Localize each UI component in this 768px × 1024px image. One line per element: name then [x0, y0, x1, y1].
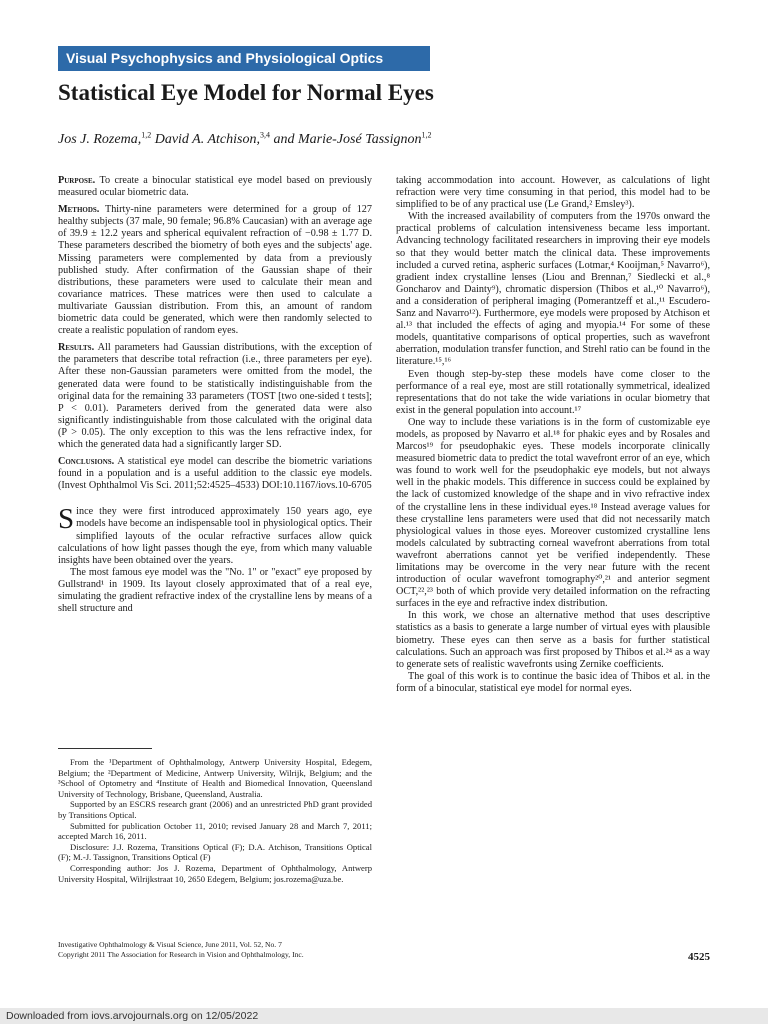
section-banner: Visual Psychophysics and Physiological Optics [58, 46, 430, 71]
abstract-results: Results. All parameters had Gaussian distributions, with the exception of the parameters that describe total refraction (i.e., three parameters per eye). After these non-Gaussian parameters were omitted from the model, the generated data were found to be statistically indistinguishable from the original data for the remaining 33 parameters (TOST [two one-sided t tests]; P < 0.01). Parameters derived from the generated data were also significantly indistinguishable from those calculated with the original data (P > 0.05). The only exception to this was the lens refractive index, for which the generated data had a significantly larger SD. [58, 342, 372, 450]
intro-paragraph-2: The most famous eye model was the "No. 1" or "exact" eye proposed by Gullstrand¹ in 1909. Its layout closely approximated that of a real eye, simulating the gradient refractive index of the crystalline lens by means of a shell structure and [58, 566, 372, 615]
author-2: David A. Atchison,$^{3,4}$ [154, 130, 270, 147]
footnote-correspondence: Corresponding author: Jos J. Rozema, Department of Ophthalmology, Antwerp University Hospital, Wilrijkstraat 10, 2650 Edegem, Belgium; jos.rozema@uza.be. [58, 862, 372, 884]
page-number: 4525 [688, 951, 710, 963]
footnote-dates: Submitted for publication October 11, 2010; revised January 28 and March 7, 2011; accepted March 16, 2011. [58, 820, 372, 842]
left-column [58, 175, 372, 615]
footnote-divider [58, 748, 152, 749]
body-paragraph: With the increased availability of computers from the 1970s onward the practical problems of calculation intensiveness became less important. Advancing technology facilitated researchers in improving their eye models so that they would better match the clinical data. These improvements included a curved retina, aspheric surfaces (Lotmar,⁴ Kooijman,⁵ Navarro⁶), gradient index crystalline lenses (Liou and Brennan,⁷ Siedlecki et al.,⁸ Goncharov and Dainty⁹), chromatic dispersion (Thibos et al.,¹⁰ Navarro⁶), and a consideration of peripheral imaging (Pomerantzeff et al.,¹¹ Escudero-Sanz and Navarro¹²). Furthermore, eye models were proposed by Atchison et al.¹³ that included the effects of aging and myopia.¹⁴ For some of these models, quantitative comparisons of optical properties, such as wavefront aberration, modulation transfer function, and Strehl ratio can be found in the literature.¹⁵,¹⁶ [396, 211, 710, 368]
footnotes [58, 757, 372, 884]
body-paragraph: taking accommodation into account. However, as calculations of light refraction were very time consuming in that period, this model had to be simplified to be of any practical use (Le Grand,² Emsley³). [396, 175, 710, 211]
footnote-affiliations: From the ¹Department of Ophthalmology, Antwerp University Hospital, Edegem, Belgium; the ²Department of Medicine, Antwerp University, Wilrijk, Belgium; and the ³School of Optometry and ⁴Institute of Health and Biomedical Innovation, Queensland University of Technology, Brisbane, Queensland, Australia. [58, 757, 372, 799]
body-paragraph: In this work, we chose an alternative method that uses descriptive statistics as a basis to generate a large number of virtual eyes with plausible biometry. These eyes can then serve as a basis for further statistical calculations. Such an approach was first proposed by Thibos et al.²⁴ as a way to generate sets of realistic wavefronts using Zernike coefficients. [396, 610, 710, 670]
journal-line: Investigative Ophthalmology & Visual Science, June 2011, Vol. 52, No. 7 [58, 940, 282, 949]
body-paragraph: The goal of this work is to continue the basic idea of Thibos et al. in the form of a binocular, statistical eye model for normal eyes. [396, 670, 710, 694]
author-1: Jos J. Rozema,$^{1,2}$ [58, 130, 152, 147]
abstract-methods: Methods. Thirty-nine parameters were determined for a group of 127 healthy subjects (37 male, 90 female; 96.8% Caucasian) with an average age of 39.9 ± 12.2 years and spherical equivalent refraction of −0.98 ± 1.77 D. These parameters described the biometry of both eyes and the subjects' age. Missing parameters were complemented by data from a previously published study. After confirmation of the Gaussian shape of their distributions, these parameters were used to calculate their mean and covariance matrices. These matrices were then used to calculate a multivariate Gaussian distribution. From this, an amount of random biometric data could be generated, which were then randomly selected to create a realistic population of random eyes. [58, 204, 372, 337]
copyright-line: Copyright 2011 The Association for Research in Vision and Ophthalmology, Inc. [58, 950, 304, 959]
drop-cap: S [58, 503, 75, 536]
footnote-support: Supported by an ESCRS research grant (2006) and an unrestricted PhD grant provided by Transitions Optical. [58, 799, 372, 820]
download-note: Downloaded from iovs.arvojournals.org on 12/05/2022 [0, 1008, 768, 1024]
journal-info [58, 940, 458, 960]
body-paragraph: Even though step-by-step these models have come closer to the performance of a real eye, most are still rotationally symmetrical, idealized representations that do not take the wide variations in ocular biometry that exist in the general population into account.¹⁷ [396, 368, 710, 416]
abstract-purpose: Purpose. To create a binocular statistical eye model based on previously measured ocular biometric data. [58, 175, 372, 199]
footnote-disclosure: Disclosure: J.J. Rozema, Transitions Optical (F); D.A. Atchison, Transitions Optical (F); M.-J. Tassignon, Transitions Optical (F) [58, 841, 372, 863]
right-column [396, 175, 710, 695]
author-line [58, 130, 708, 148]
author-3: and Marie-José Tassignon$^{1,2}$ [273, 130, 432, 147]
article-title: Statistical Eye Model for Normal Eyes [58, 80, 434, 105]
body-paragraph: One way to include these variations is in the form of customizable eye models, as proposed by Navarro et al.¹⁸ for phakic eyes and by Rosales and Marcos¹⁹ for pseudophakic eyes. These models incorporate clinically measured biometric data to predict the total wavefront error of an eye, which was found to work well for the pseudophakic eye models, but not always well in the phakic models. This difference in success could be explained by the lack of customized knowledge of the shape and in vivo refractive index of the crystalline lens in these individual eyes.¹⁸ Instead average values for these crystalline lens parameters were used that did not necessarily match physiological values in those eyes. Moreover customized crystalline lens models calculated by subtracting corneal wavefront aberrations from total wavefront aberrations cannot yet be verified independently. These limitations may be overcome in the very near future with the recent introduction of ocular wavefront tomography²⁰,²¹ and anterior segment OCT,²²,²³ both of which provide very detailed information on the refracting surfaces in the eye and refractive index distribution. [396, 416, 710, 610]
abstract-conclusions: Conclusions. A statistical eye model can describe the biometric variations found in a population and is a useful addition to the classic eye models. (Invest Ophthalmol Vis Sci. 2011;52:4525–4533) DOI:10.1167/iovs.10-6705 [58, 456, 372, 492]
intro-paragraph-1: Since they were first introduced approximately 150 years ago, eye models have become an indispensable tool in physiological optics. Their simplified layouts of the ocular refractive surfaces allow quick calculations of how light passes though the eye, from which many valuable insights have been obtained over the years. [58, 503, 372, 566]
